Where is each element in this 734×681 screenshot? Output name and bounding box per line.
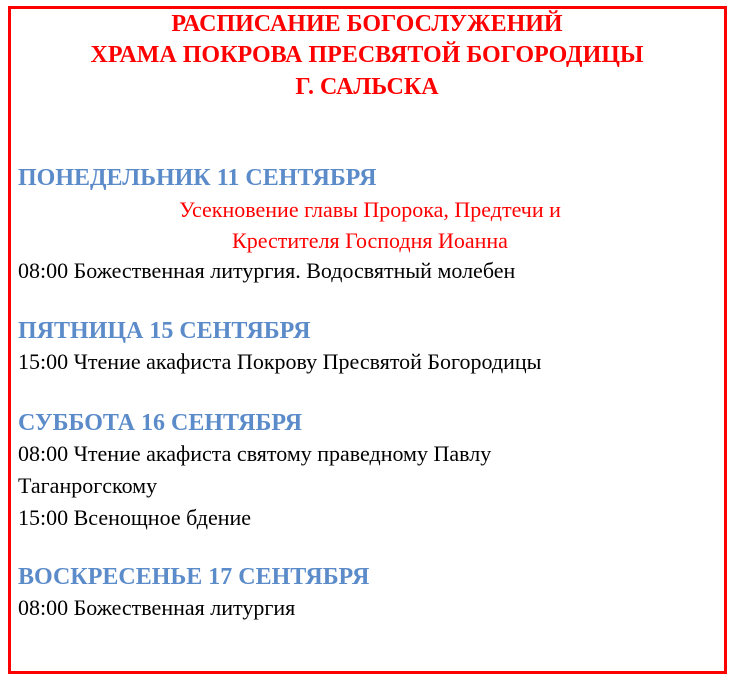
day-heading-monday: ПОНЕДЕЛЬНИК 11 СЕНТЯБРЯ <box>18 165 377 191</box>
page-title-line-2: ХРАМА ПОКРОВА ПРЕСВЯТОЙ БОГОРОДИЦЫ <box>90 42 644 68</box>
service-line: 08:00 Божественная литургия. Водосвятный молебен <box>18 258 516 283</box>
day-heading-friday: ПЯТНИЦА 15 СЕНТЯБРЯ <box>18 318 311 344</box>
feast-name-line-1: Усекновение главы Пророка, Предтечи и <box>179 197 561 222</box>
service-line: 08:00 Чтение акафиста святому праведному Павлу <box>18 441 492 466</box>
day-heading-saturday: СУББОТА 16 СЕНТЯБРЯ <box>18 410 303 436</box>
service-line: 15:00 Чтение акафиста Покрову Пресвятой Богородицы <box>18 349 542 374</box>
service-line-continuation: Таганрогскому <box>18 473 158 498</box>
feast-name-line-2: Крестителя Господня Иоанна <box>232 228 508 253</box>
page-title-line-1: РАСПИСАНИЕ БОГОСЛУЖЕНИЙ <box>171 11 563 37</box>
service-line: 08:00 Божественная литургия <box>18 595 296 620</box>
page-title-line-3: Г. САЛЬСКА <box>295 74 439 100</box>
day-heading-sunday: ВОСКРЕСЕНЬЕ 17 СЕНТЯБРЯ <box>18 564 370 590</box>
service-line: 15:00 Всенощное бдение <box>18 505 252 530</box>
